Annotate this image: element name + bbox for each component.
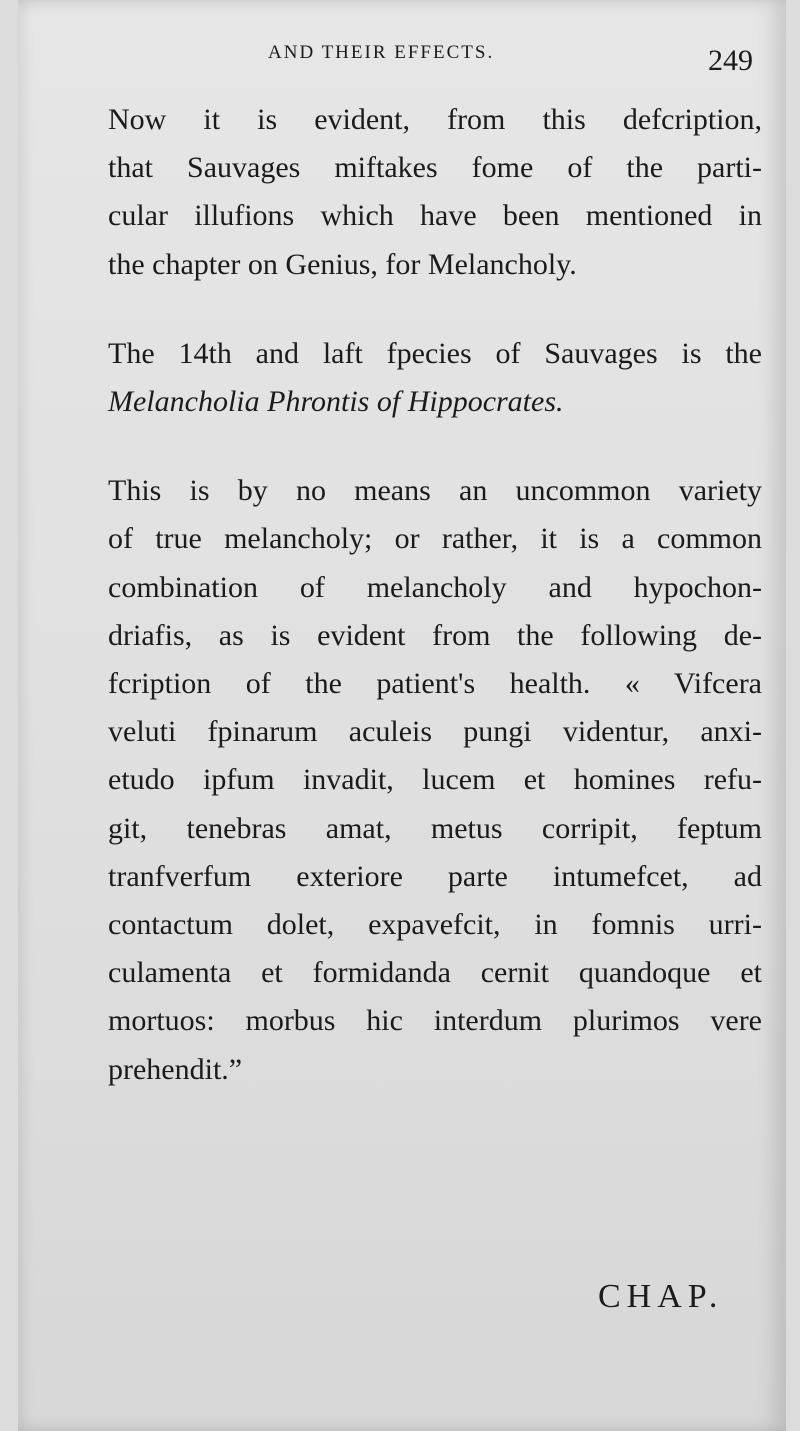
text-line: Now it is evident, from this defcription, <box>108 103 762 136</box>
paragraph <box>74 96 762 289</box>
text-line: tranfverfum exteriore parte intumefcet, ad <box>108 859 762 893</box>
book-page <box>18 0 786 1431</box>
text-line: cular illufions which have been mentioned in <box>108 199 762 233</box>
text-line: fcription of the patient's health. « Vifcera <box>108 667 762 701</box>
text-line: combination of melancholy and hypochon- <box>108 570 762 604</box>
text-line: git, tenebras amat, metus corripit, feptum <box>108 811 762 845</box>
text-line: the chapter on Genius, for Melancholy. <box>108 247 577 281</box>
paragraph <box>74 467 762 1094</box>
text-line: prehendit.” <box>108 1052 243 1086</box>
text-line: of true melancholy; or rather, it is a common <box>108 522 762 556</box>
paragraph <box>74 330 762 426</box>
text-line: etudo ipfum invadit, lucem et homines refu- <box>108 763 762 797</box>
text-line: contactum dolet, expavefcit, in fomnis urri- <box>108 908 762 942</box>
text-line: that Sauvages miftakes fome of the parti- <box>108 151 762 185</box>
catchword: CHAP. <box>598 1278 724 1315</box>
text-line: veluti fpinarum aculeis pungi videntur, anxi- <box>108 715 762 749</box>
page-body <box>74 96 762 1094</box>
running-head: AND THEIR EFFECTS. <box>268 42 495 63</box>
text-line: mortuos: morbus hic interdum plurimos vere <box>108 1004 762 1038</box>
text-line: culamenta et formidanda cernit quandoque et <box>108 956 762 990</box>
text-line: Melancholia Phrontis of Hippocrates. <box>108 385 564 419</box>
page-number: 249 <box>708 44 753 77</box>
text-line: driafis, as is evident from the following de- <box>108 618 762 652</box>
text-line: The 14th and laft fpecies of Sauvages is the <box>108 336 762 370</box>
text-line: This is by no means an uncommon variety <box>108 474 762 508</box>
